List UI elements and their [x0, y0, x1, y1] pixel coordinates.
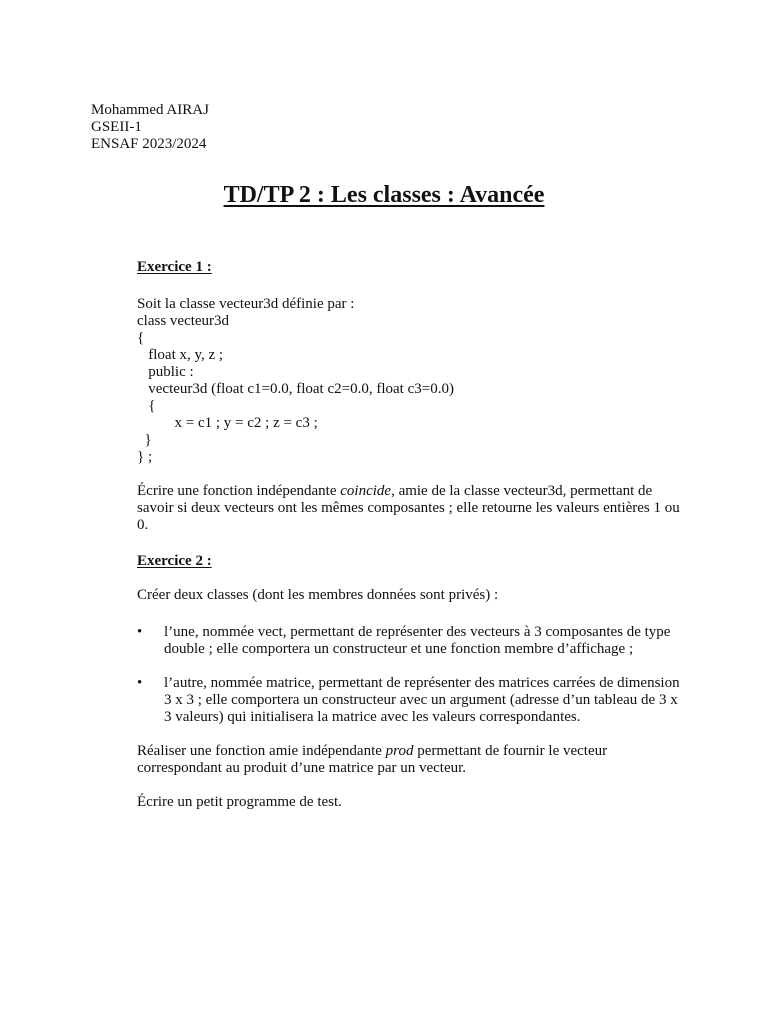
list-item-text: l’une, nommée vect, permettant de représenter des vecteurs à 3 composantes de type double ; elle comportera un constructeur et une fonction membre d’affichage ;	[164, 624, 671, 657]
exercise-2-closing: Écrire un petit programme de test.	[137, 794, 342, 810]
document-header	[91, 102, 209, 153]
exercise-2-intro: Créer deux classes (dont les membres données sont privés) :	[137, 587, 499, 603]
exercise-1	[137, 259, 682, 534]
code-line: float x, y, z ;	[137, 347, 224, 363]
function-name-coincide: coincide	[340, 483, 392, 499]
bullet-icon: •	[137, 675, 143, 691]
list-item	[137, 675, 682, 726]
exercise-2-heading: Exercice 2 :	[137, 553, 212, 569]
code-block	[137, 313, 682, 466]
bullet-icon: •	[137, 624, 143, 640]
program-name: GSEII-1	[91, 119, 142, 135]
statement-text: permettant de fournir le vecteur correspondant au produit d’une matrice par un vecteur.	[137, 743, 608, 776]
document-body	[137, 259, 682, 811]
document-title: TD/TP 2 : Les classes : Avancée	[223, 182, 545, 208]
school-year: ENSAF 2023/2024	[91, 136, 207, 152]
statement-text: Écrire une fonction indépendante	[137, 483, 341, 499]
author-name: Mohammed AIRAJ	[91, 102, 209, 118]
statement-text: Réaliser une fonction amie indépendante	[137, 743, 386, 759]
exercise-2	[137, 553, 682, 811]
exercise-2-statement	[137, 743, 682, 777]
code-line: } ;	[137, 449, 153, 465]
list-item-text: l’autre, nommée matrice, permettant de représenter des matrices carrées de dimension 3 x 3 ; elle comportera un constructeur avec un argument (adresse d’un tableau de 3 x 3 valeurs) qui initialisera la matrice avec les valeurs correspondantes.	[164, 675, 680, 725]
exercise-1-heading: Exercice 1 :	[137, 259, 212, 275]
code-line: vecteur3d (float c1=0.0, float c2=0.0, float c3=0.0)	[137, 381, 454, 397]
code-line: x = c1 ; y = c2 ; z = c3 ;	[137, 415, 318, 431]
code-line: {	[137, 398, 156, 414]
list-item	[137, 624, 682, 658]
exercise-1-statement	[137, 483, 682, 534]
code-line: class vecteur3d	[137, 313, 230, 329]
code-line: {	[137, 330, 145, 346]
code-line: public :	[137, 364, 194, 380]
class-list	[137, 624, 682, 726]
exercise-1-intro: Soit la classe vecteur3d définie par :	[137, 296, 355, 312]
code-line: }	[137, 432, 152, 448]
function-name-prod: prod	[385, 743, 414, 759]
statement-text: , amie de la classe vecteur3d, permettant de savoir si deux vecteurs ont les mêmes composantes ; elle retourne les valeurs entières 1 ou 0.	[137, 483, 680, 533]
